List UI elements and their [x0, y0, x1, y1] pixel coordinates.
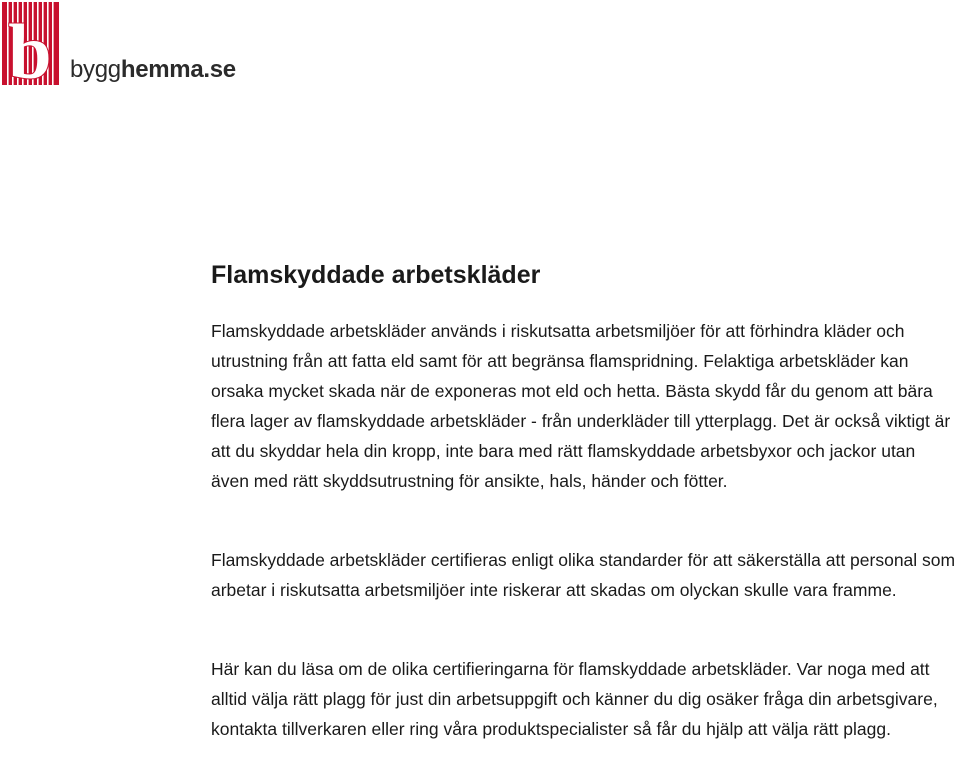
- logo-wordmark: [70, 56, 236, 84]
- article-paragraph-3: Här kan du läsa om de olika certifieringarna för flamskyddade arbetskläder. Var noga med att alltid välja rätt plagg för just din arbetsuppgift och känner du dig osäker fråga din arbetsgivare, kontakta tillverkaren eller ring våra produktspecialister så får du hjälp att välja rätt plagg.: [211, 659, 938, 739]
- article-paragraph-1: Flamskyddade arbetskläder används i riskutsatta arbetsmiljöer för att förhindra kläder och utrustning från att fatta eld samt för att begränsa flamspridning. Felaktiga arbetskläder kan orsaka mycket skada när de exponeras mot eld och hetta. Bästa skydd får du genom att bära flera lager av flamskyddade arbetskläder - från underkläder till ytterplagg. Det är också viktigt är att du skyddar hela din kropp, inte bara med rätt flamskyddade arbetsbyxor och jackor utan även med rätt skyddsutrustning för ansikte, hals, händer och fötter.: [211, 321, 951, 491]
- logo-mark: [2, 2, 59, 85]
- logo-wordmark-regular: bygg: [70, 56, 121, 83]
- page-title: Flamskyddade arbetskläder: [211, 261, 541, 289]
- logo-wordmark-bold: hemma.se: [120, 56, 236, 83]
- logo-letter: b: [8, 8, 52, 85]
- article-paragraph-2: Flamskyddade arbetskläder certifieras enligt olika standarder för att säkerställa att personal som arbetar i riskutsatta arbetsmiljöer inte riskerar att skadas om olyckan skulle vara framme.: [211, 550, 956, 600]
